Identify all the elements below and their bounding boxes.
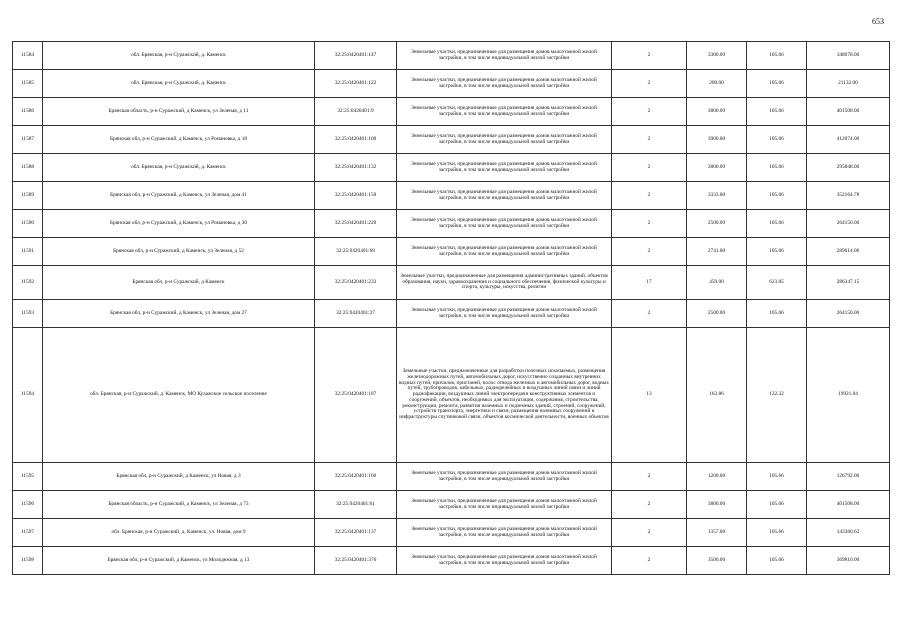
area-cell: 3300.00 <box>687 42 747 70</box>
land-use-cell: Земельные участки, предназначенные для размещения домов малоэтажной жилой застройки, в том числе индивидуальной жилой застройки <box>397 98 612 126</box>
use-group-cell: 2 <box>612 154 687 182</box>
area-cell: 3333.00 <box>687 182 747 210</box>
table-row <box>13 519 890 547</box>
land-use-cell: Земельные участки, предназначенные для размещения домов малоэтажной жилой застройки, в том числе индивидуальной жилой застройки <box>397 300 612 328</box>
row-number-cell: 11595 <box>13 463 43 491</box>
row-number-cell: 11588 <box>13 154 43 182</box>
area-cell: 162.86 <box>687 328 747 463</box>
row-number-cell: 11590 <box>13 210 43 238</box>
land-use-cell: Земельные участки, предназначенные для размещения домов малоэтажной жилой застройки, в том числе индивидуальной жилой застройки <box>397 210 612 238</box>
table-row <box>13 300 890 328</box>
table-row <box>13 266 890 300</box>
specific-value-cell: 105.66 <box>747 491 807 519</box>
address-cell: Брянская область, р-н Суражский, д Каменск, ул Зеленая, д 73 <box>43 491 315 519</box>
address-cell: Брянская обл, р-н Суражский, д Каменск, ул Зеленая, дом 27 <box>43 300 315 328</box>
table-row <box>13 328 890 463</box>
specific-value-cell: 105.66 <box>747 98 807 126</box>
cadastral-value-cell: 19921.04 <box>807 328 890 463</box>
cadastral-value-cell: 289614.06 <box>807 238 890 266</box>
address-cell: Брянская обл, р-н Суражский, д Каменск, ул Романовка, д 18 <box>43 126 315 154</box>
land-use-cell: Земельные участки, предназначенные для разработки полезных ископаемых, размещения железнодорожных путей, автомобильных дорог, искусственно созданных внутренних водных путей, причалов, пристаней, полос отвода железных и автомобильных дорог, водных путей, трубопроводов, кабельных, радиорелейных и воздушных линий связи и линий радиофикации, воздушных линий электропередачи конструктивных элементов и сооружений, объектов, необходимых для эксплуатации, содержания, строительства, реконструкции, ремонта, развития наземных и подземных зданий, строений, сооружений, устройств транспорта, энергетики и связи; размещения наземных сооружений и инфраструктуры спутниковой связи, объектов космической деятельности, военных объектов <box>397 328 612 463</box>
cadastral-number-cell: 32:25:0420401:132 <box>315 154 397 182</box>
cadastral-value-cell: 264150.00 <box>807 300 890 328</box>
cadastral-value-cell: 295848.00 <box>807 154 890 182</box>
use-group-cell: 2 <box>612 210 687 238</box>
row-number-cell: 11597 <box>13 519 43 547</box>
land-use-cell: Земельные участки, предназначенные для размещения домов малоэтажной жилой застройки, в том числе индивидуальной жилой застройки <box>397 238 612 266</box>
cadastral-number-cell: 32:25:0420401:100 <box>315 126 397 154</box>
area-cell: 1200.00 <box>687 463 747 491</box>
cadastral-number-cell: 32:25:0420401:137 <box>315 519 397 547</box>
cadastral-value-cell: 348678.00 <box>807 42 890 70</box>
use-group-cell: 17 <box>612 266 687 300</box>
use-group-cell: 2 <box>612 42 687 70</box>
table-body <box>13 42 890 575</box>
specific-value-cell: 122.32 <box>747 328 807 463</box>
cadastral-number-cell: 32:25:0420401:220 <box>315 210 397 238</box>
cadastral-number-cell: 32:25:0420401:122 <box>315 70 397 98</box>
address-cell: Брянская обл, р-н Суражский, д Каменск, ул Зеленая, д 52 <box>43 238 315 266</box>
cadastral-number-cell: 32:25:0420401:61 <box>315 491 397 519</box>
cadastral-value-cell: 143380.62 <box>807 519 890 547</box>
row-number-cell: 11591 <box>13 238 43 266</box>
land-use-cell: Земельные участки, предназначенные для размещения домов малоэтажной жилой застройки, в том числе индивидуальной жилой застройки <box>397 126 612 154</box>
area-cell: 1357.00 <box>687 519 747 547</box>
specific-value-cell: 105.66 <box>747 463 807 491</box>
table-row <box>13 70 890 98</box>
use-group-cell: 2 <box>612 98 687 126</box>
address-cell: Брянская область, р-н Суражский, д Каменск, ул Зеленая, д 11 <box>43 98 315 126</box>
cadastral-number-cell: 32:25:0420401:27 <box>315 300 397 328</box>
table-row <box>13 98 890 126</box>
cadastral-value-cell: 401508.00 <box>807 98 890 126</box>
cadastral-number-cell: 32:25:0420401:68 <box>315 238 397 266</box>
specific-value-cell: 105.66 <box>747 70 807 98</box>
land-use-cell: Земельные участки, предназначенные для размещения домов малоэтажной жилой застройки, в том числе индивидуальной жилой застройки <box>397 42 612 70</box>
cadastral-number-cell: 32:25:0420401:9 <box>315 98 397 126</box>
cadastral-number-cell: 32:25:0420401:376 <box>315 547 397 575</box>
use-group-cell: 2 <box>612 70 687 98</box>
address-cell: обл. Брянская, р-н Суражский, д. Каменск, МО Кулажское сельское поселение <box>43 328 315 463</box>
area-cell: 3900.00 <box>687 126 747 154</box>
row-number-cell: 11593 <box>13 300 43 328</box>
cadastral-value-cell: 264150.00 <box>807 210 890 238</box>
area-cell: 459.00 <box>687 266 747 300</box>
area-cell: 2500.00 <box>687 300 747 328</box>
address-cell: Брянская обл, р-н Суражский, д Каменск, ул Зеленая, дом 41 <box>43 182 315 210</box>
table-row <box>13 126 890 154</box>
specific-value-cell: 105.66 <box>747 210 807 238</box>
cadastral-value-cell: 412074.00 <box>807 126 890 154</box>
use-group-cell: 2 <box>612 300 687 328</box>
row-number-cell: 11584 <box>13 42 43 70</box>
table-row <box>13 238 890 266</box>
use-group-cell: 2 <box>612 182 687 210</box>
address-cell: обл. Брянская, р-н Суражский, д. Каменск <box>43 70 315 98</box>
cadastral-value-cell: 126792.00 <box>807 463 890 491</box>
area-cell: 2741.00 <box>687 238 747 266</box>
specific-value-cell: 105.66 <box>747 182 807 210</box>
address-cell: Брянская обл, р-н Суражский, д Каменск, ул Молодежная, д 13 <box>43 547 315 575</box>
page-number: 653 <box>872 17 884 26</box>
land-use-cell: Земельные участки, предназначенные для размещения административных зданий, объектов образования, науки, здравоохранения и социального обеспечения, физической культуры и спорта, культуры, искусства, религии <box>397 266 612 300</box>
cadastral-number-cell: 32:25:0420401:147 <box>315 42 397 70</box>
area-cell: 2500.00 <box>687 210 747 238</box>
address-cell: Брянская обл, р-н Суражский, д Каменск, ул Новая, д 3 <box>43 463 315 491</box>
row-number-cell: 11598 <box>13 547 43 575</box>
row-number-cell: 11594 <box>13 328 43 463</box>
use-group-cell: 2 <box>612 547 687 575</box>
cadastral-value-cell: 286347.15 <box>807 266 890 300</box>
table-row <box>13 547 890 575</box>
specific-value-cell: 105.66 <box>747 42 807 70</box>
address-cell: Брянская обл, р-н Суражский, д Каменск <box>43 266 315 300</box>
cadastral-value-cell: 401508.00 <box>807 491 890 519</box>
land-use-cell: Земельные участки, предназначенные для размещения домов малоэтажной жилой застройки, в том числе индивидуальной жилой застройки <box>397 463 612 491</box>
cadastral-value-cell: 369810.00 <box>807 547 890 575</box>
land-registry-table <box>12 41 890 575</box>
use-group-cell: 2 <box>612 463 687 491</box>
land-use-cell: Земельные участки, предназначенные для размещения домов малоэтажной жилой застройки, в том числе индивидуальной жилой застройки <box>397 182 612 210</box>
address-cell: обл. Брянская, р-н Суражский, д. Каменск <box>43 154 315 182</box>
row-number-cell: 11586 <box>13 98 43 126</box>
address-cell: обл. Брянская, р-н Суражский, д. Каменск, ул. Новая, дом 9 <box>43 519 315 547</box>
table-row <box>13 42 890 70</box>
specific-value-cell: 105.66 <box>747 238 807 266</box>
row-number-cell: 11587 <box>13 126 43 154</box>
row-number-cell: 11592 <box>13 266 43 300</box>
table-row <box>13 210 890 238</box>
specific-value-cell: 105.66 <box>747 547 807 575</box>
table-row <box>13 182 890 210</box>
row-number-cell: 11596 <box>13 491 43 519</box>
cadastral-value-cell: 352164.78 <box>807 182 890 210</box>
land-use-cell: Земельные участки, предназначенные для размещения домов малоэтажной жилой застройки, в том числе индивидуальной жилой застройки <box>397 70 612 98</box>
table-row <box>13 463 890 491</box>
cadastral-number-cell: 32:25:0420401:187 <box>315 328 397 463</box>
specific-value-cell: 623.85 <box>747 266 807 300</box>
use-group-cell: 2 <box>612 519 687 547</box>
area-cell: 2800.00 <box>687 154 747 182</box>
area-cell: 3500.00 <box>687 547 747 575</box>
specific-value-cell: 105.66 <box>747 154 807 182</box>
use-group-cell: 2 <box>612 126 687 154</box>
row-number-cell: 11589 <box>13 182 43 210</box>
land-use-cell: Земельные участки, предназначенные для размещения домов малоэтажной жилой застройки, в том числе индивидуальной жилой застройки <box>397 519 612 547</box>
cadastral-number-cell: 32:25:0420401:233 <box>315 266 397 300</box>
area-cell: 3800.00 <box>687 491 747 519</box>
row-number-cell: 11585 <box>13 70 43 98</box>
cadastral-number-cell: 32:25:0420401:158 <box>315 182 397 210</box>
area-cell: 200.00 <box>687 70 747 98</box>
land-use-cell: Земельные участки, предназначенные для размещения домов малоэтажной жилой застройки, в том числе индивидуальной жилой застройки <box>397 547 612 575</box>
specific-value-cell: 105.66 <box>747 300 807 328</box>
table-row <box>13 491 890 519</box>
area-cell: 3800.00 <box>687 98 747 126</box>
use-group-cell: 13 <box>612 328 687 463</box>
specific-value-cell: 105.66 <box>747 126 807 154</box>
cadastral-number-cell: 32:25:0420401:160 <box>315 463 397 491</box>
address-cell: обл. Брянская, р-н Суражский, д. Каменск <box>43 42 315 70</box>
land-use-cell: Земельные участки, предназначенные для размещения домов малоэтажной жилой застройки, в том числе индивидуальной жилой застройки <box>397 154 612 182</box>
specific-value-cell: 105.66 <box>747 519 807 547</box>
cadastral-value-cell: 21132.00 <box>807 70 890 98</box>
use-group-cell: 2 <box>612 491 687 519</box>
land-use-cell: Земельные участки, предназначенные для размещения домов малоэтажной жилой застройки, в том числе индивидуальной жилой застройки <box>397 491 612 519</box>
table-row <box>13 154 890 182</box>
use-group-cell: 2 <box>612 238 687 266</box>
address-cell: Брянская обл, р-н Суражский, д Каменск, ул Романовка, д 30 <box>43 210 315 238</box>
